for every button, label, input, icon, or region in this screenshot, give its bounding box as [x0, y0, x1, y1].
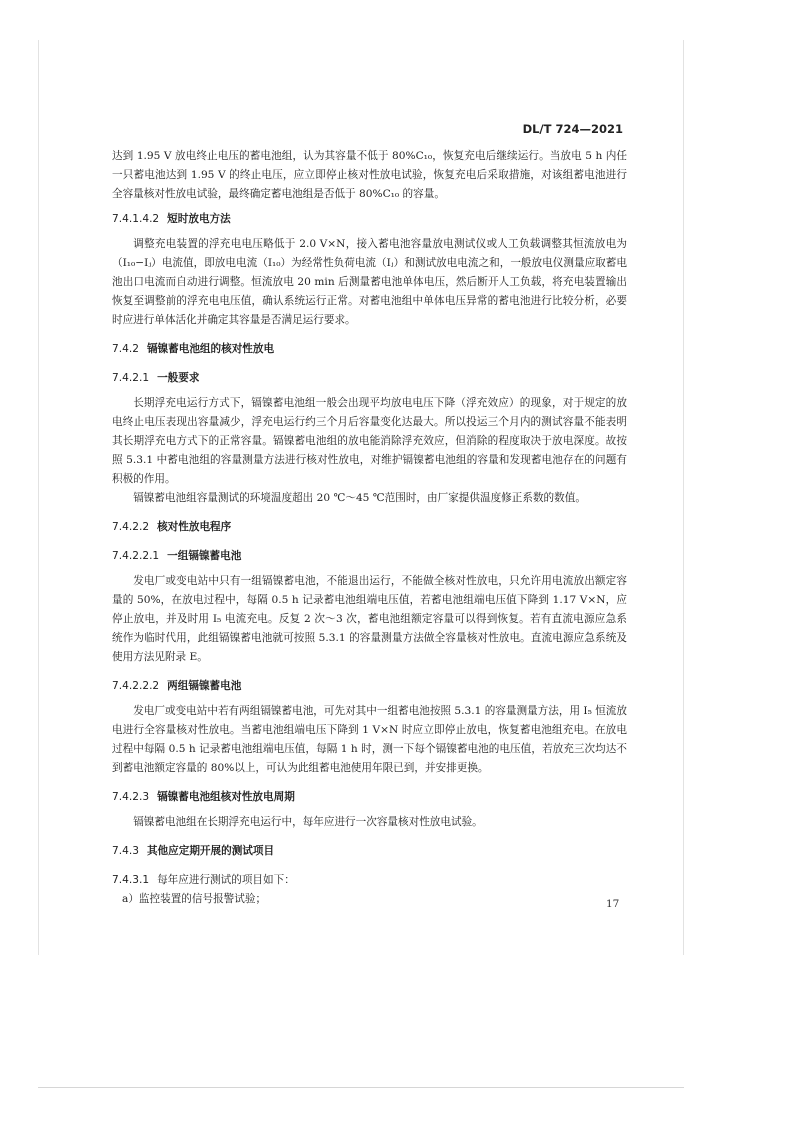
- page-edge-left: [38, 40, 39, 955]
- section-heading-7-4-2-2-1: [112, 547, 627, 566]
- page-number: 17: [606, 898, 620, 910]
- section-text: 每年应进行测试的项目如下：: [157, 874, 295, 886]
- section-line-7-4-3-1: [112, 871, 627, 890]
- section-number: 7.4.2.2.1: [112, 550, 160, 562]
- section-number: 7.4.2.2.2: [112, 680, 160, 692]
- section-title: 核对性放电程序: [157, 521, 232, 533]
- section-heading-7-4-2-2: [112, 518, 627, 537]
- paragraph-one-battery-group: 发电厂或变电站中只有一组镉镍蓄电池，不能退出运行，不能做全核对性放电，只允许用电流放出额定容量的 50%，在放电过程中，每隔 0.5 h 记录蓄电池组端电压值，若蓄电池组端电压值下降到 1.17 V×N，应停止放电，并及时用 I₅ 电流充电。反复 2 次～3 次，蓄电池组额定容量可以得到恢复。若有直流电源应急系统作为临时代用，此组镉镍蓄电池就可按照 5.3.1 的容量测量方法做全容量核对性放电。直流电源应急系统及使用方法见附录 E。: [112, 575, 627, 663]
- section-number: 7.4.2.2: [112, 521, 150, 533]
- section-title: 两组镉镍蓄电池: [167, 680, 242, 692]
- page-edge-bottom: [38, 1087, 684, 1088]
- section-title: 短时放电方法: [167, 213, 231, 225]
- list-item-a: a）监控装置的信号报警试验；: [122, 893, 267, 905]
- section-number: 7.4.2: [112, 343, 139, 355]
- section-heading-7-4-2-2-2: [112, 677, 627, 696]
- page-content: [112, 147, 627, 909]
- continued-paragraph: 达到 1.95 V 放电终止电压的蓄电池组，认为其容量不低于 80%C₁₀，恢复充电后继续运行。当放电 5 h 内任一只蓄电池达到 1.95 V 的终止电压，应立即停止核对性放电试验，恢复充电后采取措施，对该组蓄电池进行全容量核对性放电试验，最终确定蓄电池组是否低于 80%C₁₀ 的容量。: [112, 150, 627, 200]
- paragraph-temperature-correction: 镉镍蓄电池组容量测试的环境温度超出 20 ℃～45 ℃范围时，由厂家提供温度修正系数的数值。: [133, 492, 586, 504]
- section-number: 7.4.3.1: [112, 874, 150, 886]
- section-heading-7-4-3: [112, 842, 627, 861]
- section-number: 7.4.2.1: [112, 372, 150, 384]
- paragraph-discharge-cycle: 镉镍蓄电池组在长期浮充电运行中，每年应进行一次容量核对性放电试验。: [133, 816, 483, 828]
- paragraph-short-discharge: 调整充电装置的浮充电电压略低于 2.0 V×N，接入蓄电池容量放电测试仪或人工负载调整其恒流放电为（I₁₀−Iⱼ）电流值，即放电电流（I₁₀）为经常性负荷电流（Iⱼ）和测试放电电流之和，一般放电仪测量应取蓄电池出口电流而自动进行调整。恒流放电 20 min 后测量蓄电池单体电压，然后断开人工负载，将充电装置输出恢复至调整前的浮充电电压值，确认系统运行正常。对蓄电池组中单体电压异常的蓄电池进行比较分析，必要时应进行单体活化并确定其容量是否满足运行要求。: [112, 238, 627, 326]
- section-number: 7.4.2.3: [112, 791, 150, 803]
- section-number: 7.4.1.4.2: [112, 213, 160, 225]
- document-code: DL/T 724—2021: [522, 122, 623, 136]
- section-heading-7-4-2-3: [112, 788, 627, 807]
- section-title: 其他应定期开展的测试项目: [146, 845, 275, 857]
- page-edge-right: [683, 40, 684, 955]
- section-title: 一组镉镍蓄电池: [167, 550, 242, 562]
- section-title: 镉镍蓄电池组的核对性放电: [146, 343, 275, 355]
- section-title: 镉镍蓄电池组核对性放电周期: [157, 791, 295, 803]
- section-heading-7-4-2: [112, 340, 627, 359]
- section-number: 7.4.3: [112, 845, 139, 857]
- paragraph-general-requirements: 长期浮充电运行方式下，镉镍蓄电池组一般会出现平均放电电压下降（浮充效应）的现象，对于规定的放电终止电压表现出容量减少，浮充电运行约三个月后容量变化达最大。所以投运三个月内的测试容量不能表明其长期浮充电方式下的正常容量。镉镍蓄电池组的放电能消除浮充效应，但消除的程度取决于放电深度。故按照 5.3.1 中蓄电池组的容量测量方法进行核对性放电，对维护镉镍蓄电池组的容量和发现蓄电池存在的问题有积极的作用。: [112, 397, 627, 485]
- section-title: 一般要求: [157, 372, 200, 384]
- paragraph-two-battery-groups: 发电厂或变电站中若有两组镉镍蓄电池，可先对其中一组蓄电池按照 5.3.1 的容量测量方法，用 I₅ 恒流放电进行全容量核对性放电。当蓄电池组端电压下降到 1 V×N 时应立即停止放电，恢复蓄电池组充电。在放电过程中每隔 0.5 h 记录蓄电池组端电压值，每隔 1 h 时，测一下每个镉镍蓄电池的电压值，若放充三次均达不到蓄电池额定容量的 80%以上，可认为此组蓄电池使用年限已到，并安排更换。: [112, 705, 627, 774]
- section-heading-7-4-2-1: [112, 369, 627, 388]
- section-heading-7-4-1-4-2: [112, 210, 627, 229]
